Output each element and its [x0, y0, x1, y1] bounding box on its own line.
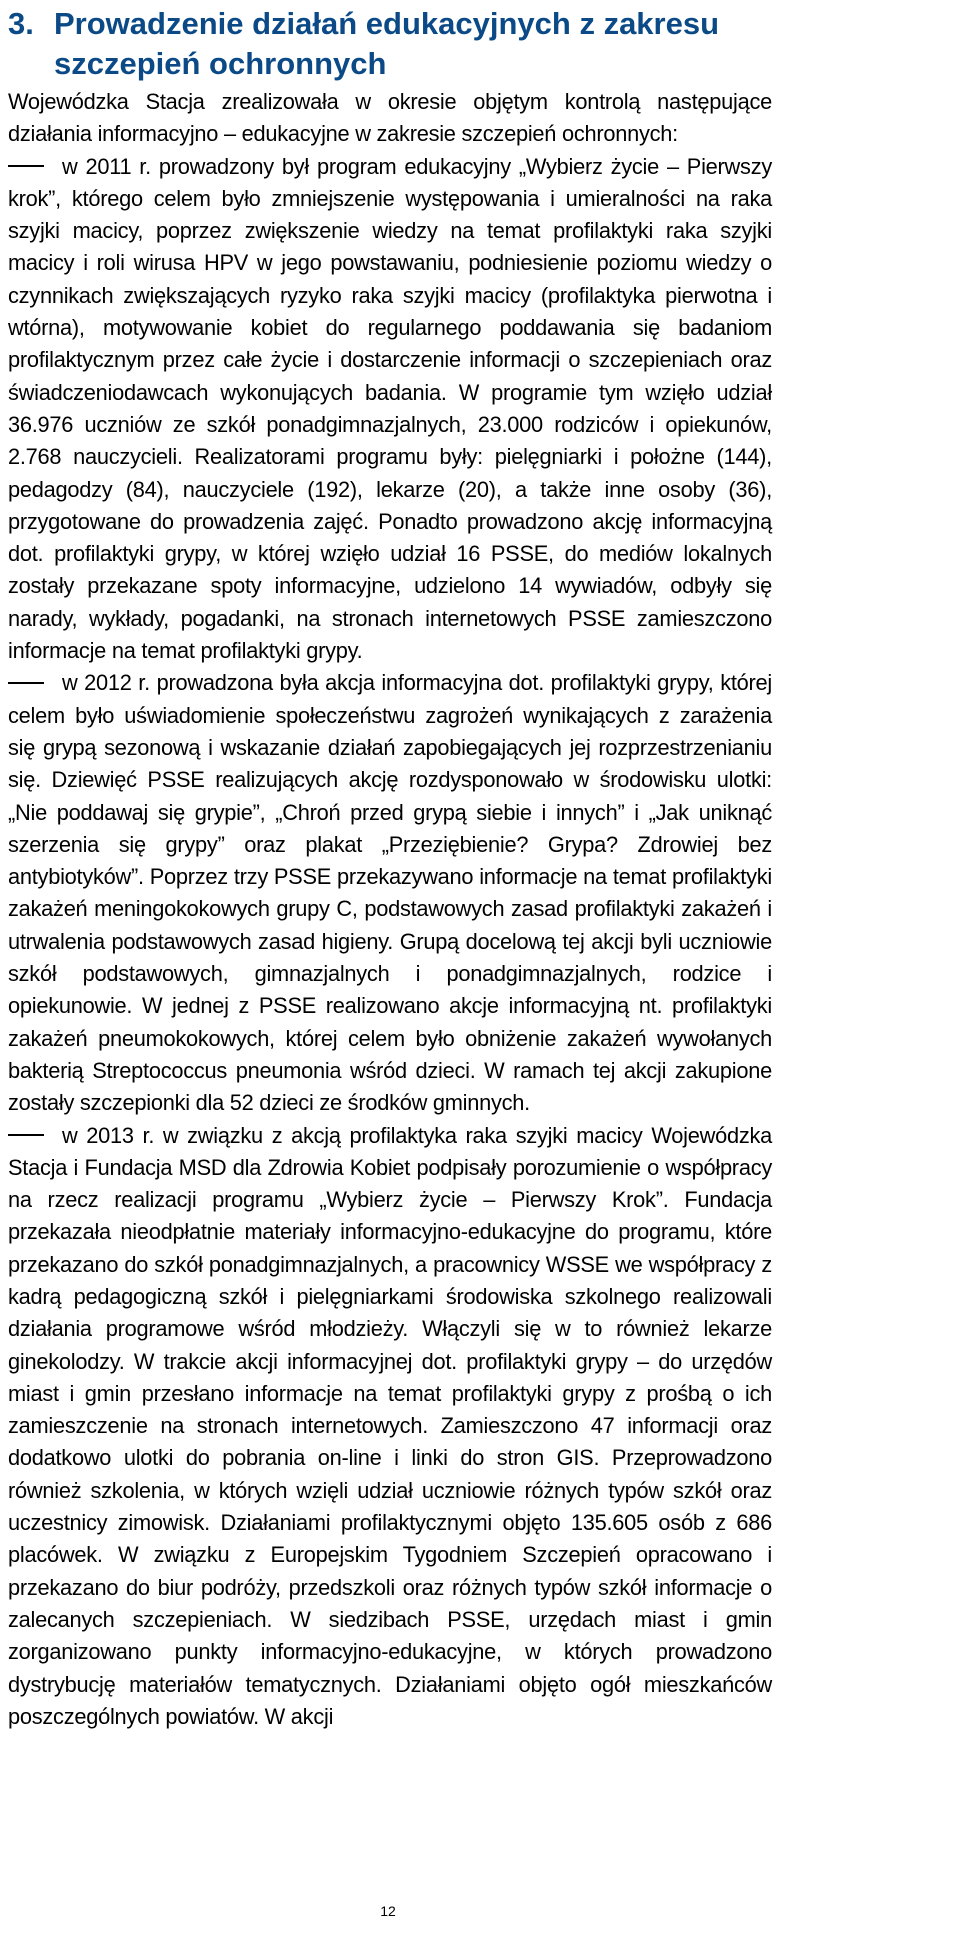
list-item-2012	[8, 667, 772, 1119]
section-heading	[8, 4, 768, 84]
section-number: 3.	[8, 6, 34, 41]
dash-bullet-icon	[8, 165, 44, 167]
list-item-text: w 2011 r. prowadzony był program edukacyjny „Wybierz życie – Pierwszy krok”, którego celem było zmniejszenie występowania i umieralności na raka szyjki macicy, poprzez zwiększenie wiedzy na temat profilaktyki raka szyjki macicy i roli wirusa HPV w jego powstawaniu, podniesienie poziomu wiedzy o czynnikach zwiększających ryzyko raka szyjki macicy (profilaktyka pierwotna i wtórna), motywowanie kobiet do regularnego poddawania się badaniom profilaktycznym przez całe życie i dostarczenie informacji o szczepieniach oraz świadczeniodawcach wykonujących badania. W programie tym wzięło udział 36.976 uczniów ze szkół ponadgimnazjalnych, 23.000 rodziców i opiekunów, 2.768 nauczycieli. Realizatorami programu były: pielęgniarki i położne (144), pedagodzy (84), nauczyciele (192), lekarze (20), a także inne osoby (36), przygotowane do prowadzenia zajęć. Ponadto prowadzono akcję informacyjną dot. profilaktyki grypy, w której wzięło udział 16 PSSE, do mediów lokalnych zostały przekazane spoty informacyjne, udzielono 14 wywiadów, odbyły się narady, wykłady, pogadanki, na stronach internetowych PSSE zamieszczono informacje na temat profilaktyki grypy.	[8, 153, 772, 664]
dash-bullet-icon	[8, 682, 44, 684]
document-body	[8, 86, 772, 1733]
list-item-text: w 2013 r. w związku z akcją profilaktyka raka szyjki macicy Wojewódzka Stacja i Fundacja MSD dla Zdrowia Kobiet podpisały porozumienie o współpracy na rzecz realizacji programu „Wybierz życie – Pierwszy Krok”. Fundacja przekazała nieodpłatnie materiały informacyjno-edukacyjne do programu, które przekazano do szkół ponadgimnazjalnych, a pracownicy WSSE we współpracy z kadrą pedagogiczną szkół i pielęgniarkami środowiska szkolnego realizowali działania programowe wśród młodzieży. Włączyli się w to również lekarze ginekolodzy. W trakcie akcji informacyjnej dot. profilaktyki grypy – do urzędów miast i gmin przesłano informacje na temat profilaktyki grypy z prośbą o ich zamieszczenie na stronach internetowych. Zamieszczono 47 informacji oraz dodatkowo ulotki do pobrania on-line i linki do stron GIS. Przeprowadzono również szkolenia, w których wzięli udział uczniowie różnych typów szkół oraz uczestnicy zimowisk. Działaniami profilaktycznymi objęto 135.605 osób z 686 placówek. W związku z Europejskim Tygodniem Szczepień opracowano i przekazano do biur podróży, przedszkoli oraz różnych typów szkół informacje o zalecanych szczepieniach. W siedzibach PSSE, urzędach miast i gmin zorganizowano punkty informacyjno-edukacyjne, w których prowadzono dystrybucję materiałów tematycznych. Działaniami objęto ogół mieszkańców poszczególnych powiatów. W akcji	[8, 1122, 772, 1729]
page-number: 12	[380, 1903, 396, 1919]
list-item-2011	[8, 151, 772, 668]
dash-bullet-icon	[8, 1134, 44, 1136]
section-title: Prowadzenie działań edukacyjnych z zakresu szczepień ochronnych	[54, 6, 720, 81]
list-item-2013	[8, 1120, 772, 1734]
list-item-text: w 2012 r. prowadzona była akcja informacyjna dot. profilaktyki grypy, której celem było uświadomienie społeczeństwu zagrożeń wynikających z zarażenia się grypą sezonową i wskazanie działań zapobiegających jej rozprzestrzenianiu się. Dziewięć PSSE realizujących akcję rozdysponowało w środowisku ulotki: „Nie poddawaj się grypie”, „Chroń przed grypą siebie i innych” i „Jak uniknąć szerzenia się grypy” oraz plakat „Przeziębienie? Grypa? Zdrowiej bez antybiotyków”. Poprzez trzy PSSE przekazywano informacje na temat profilaktyki zakażeń meningokokowych grupy C, podstawowych zasad profilaktyki zakażeń i utrwalenia podstawowych zasad higieny. Grupą docelową tej akcji byli uczniowie szkół podstawowych, gimnazjalnych i ponadgimnazjalnych, rodzice i opiekunowie. W jednej z PSSE realizowano akcje informacyjną nt. profilaktyki zakażeń pneumokokowych, której celem było obniżenie zakażeń wywołanych bakterią Streptococcus pneumonia wśród dzieci. W ramach tej akcji zakupione zostały szczepionki dla 52 dzieci ze środków gminnych.	[8, 670, 772, 1116]
intro-paragraph: Wojewódzka Stacja zrealizowała w okresie objętym kontrolą następujące działania informacyjno – edukacyjne w zakresie szczepień ochronnych:	[8, 89, 772, 147]
